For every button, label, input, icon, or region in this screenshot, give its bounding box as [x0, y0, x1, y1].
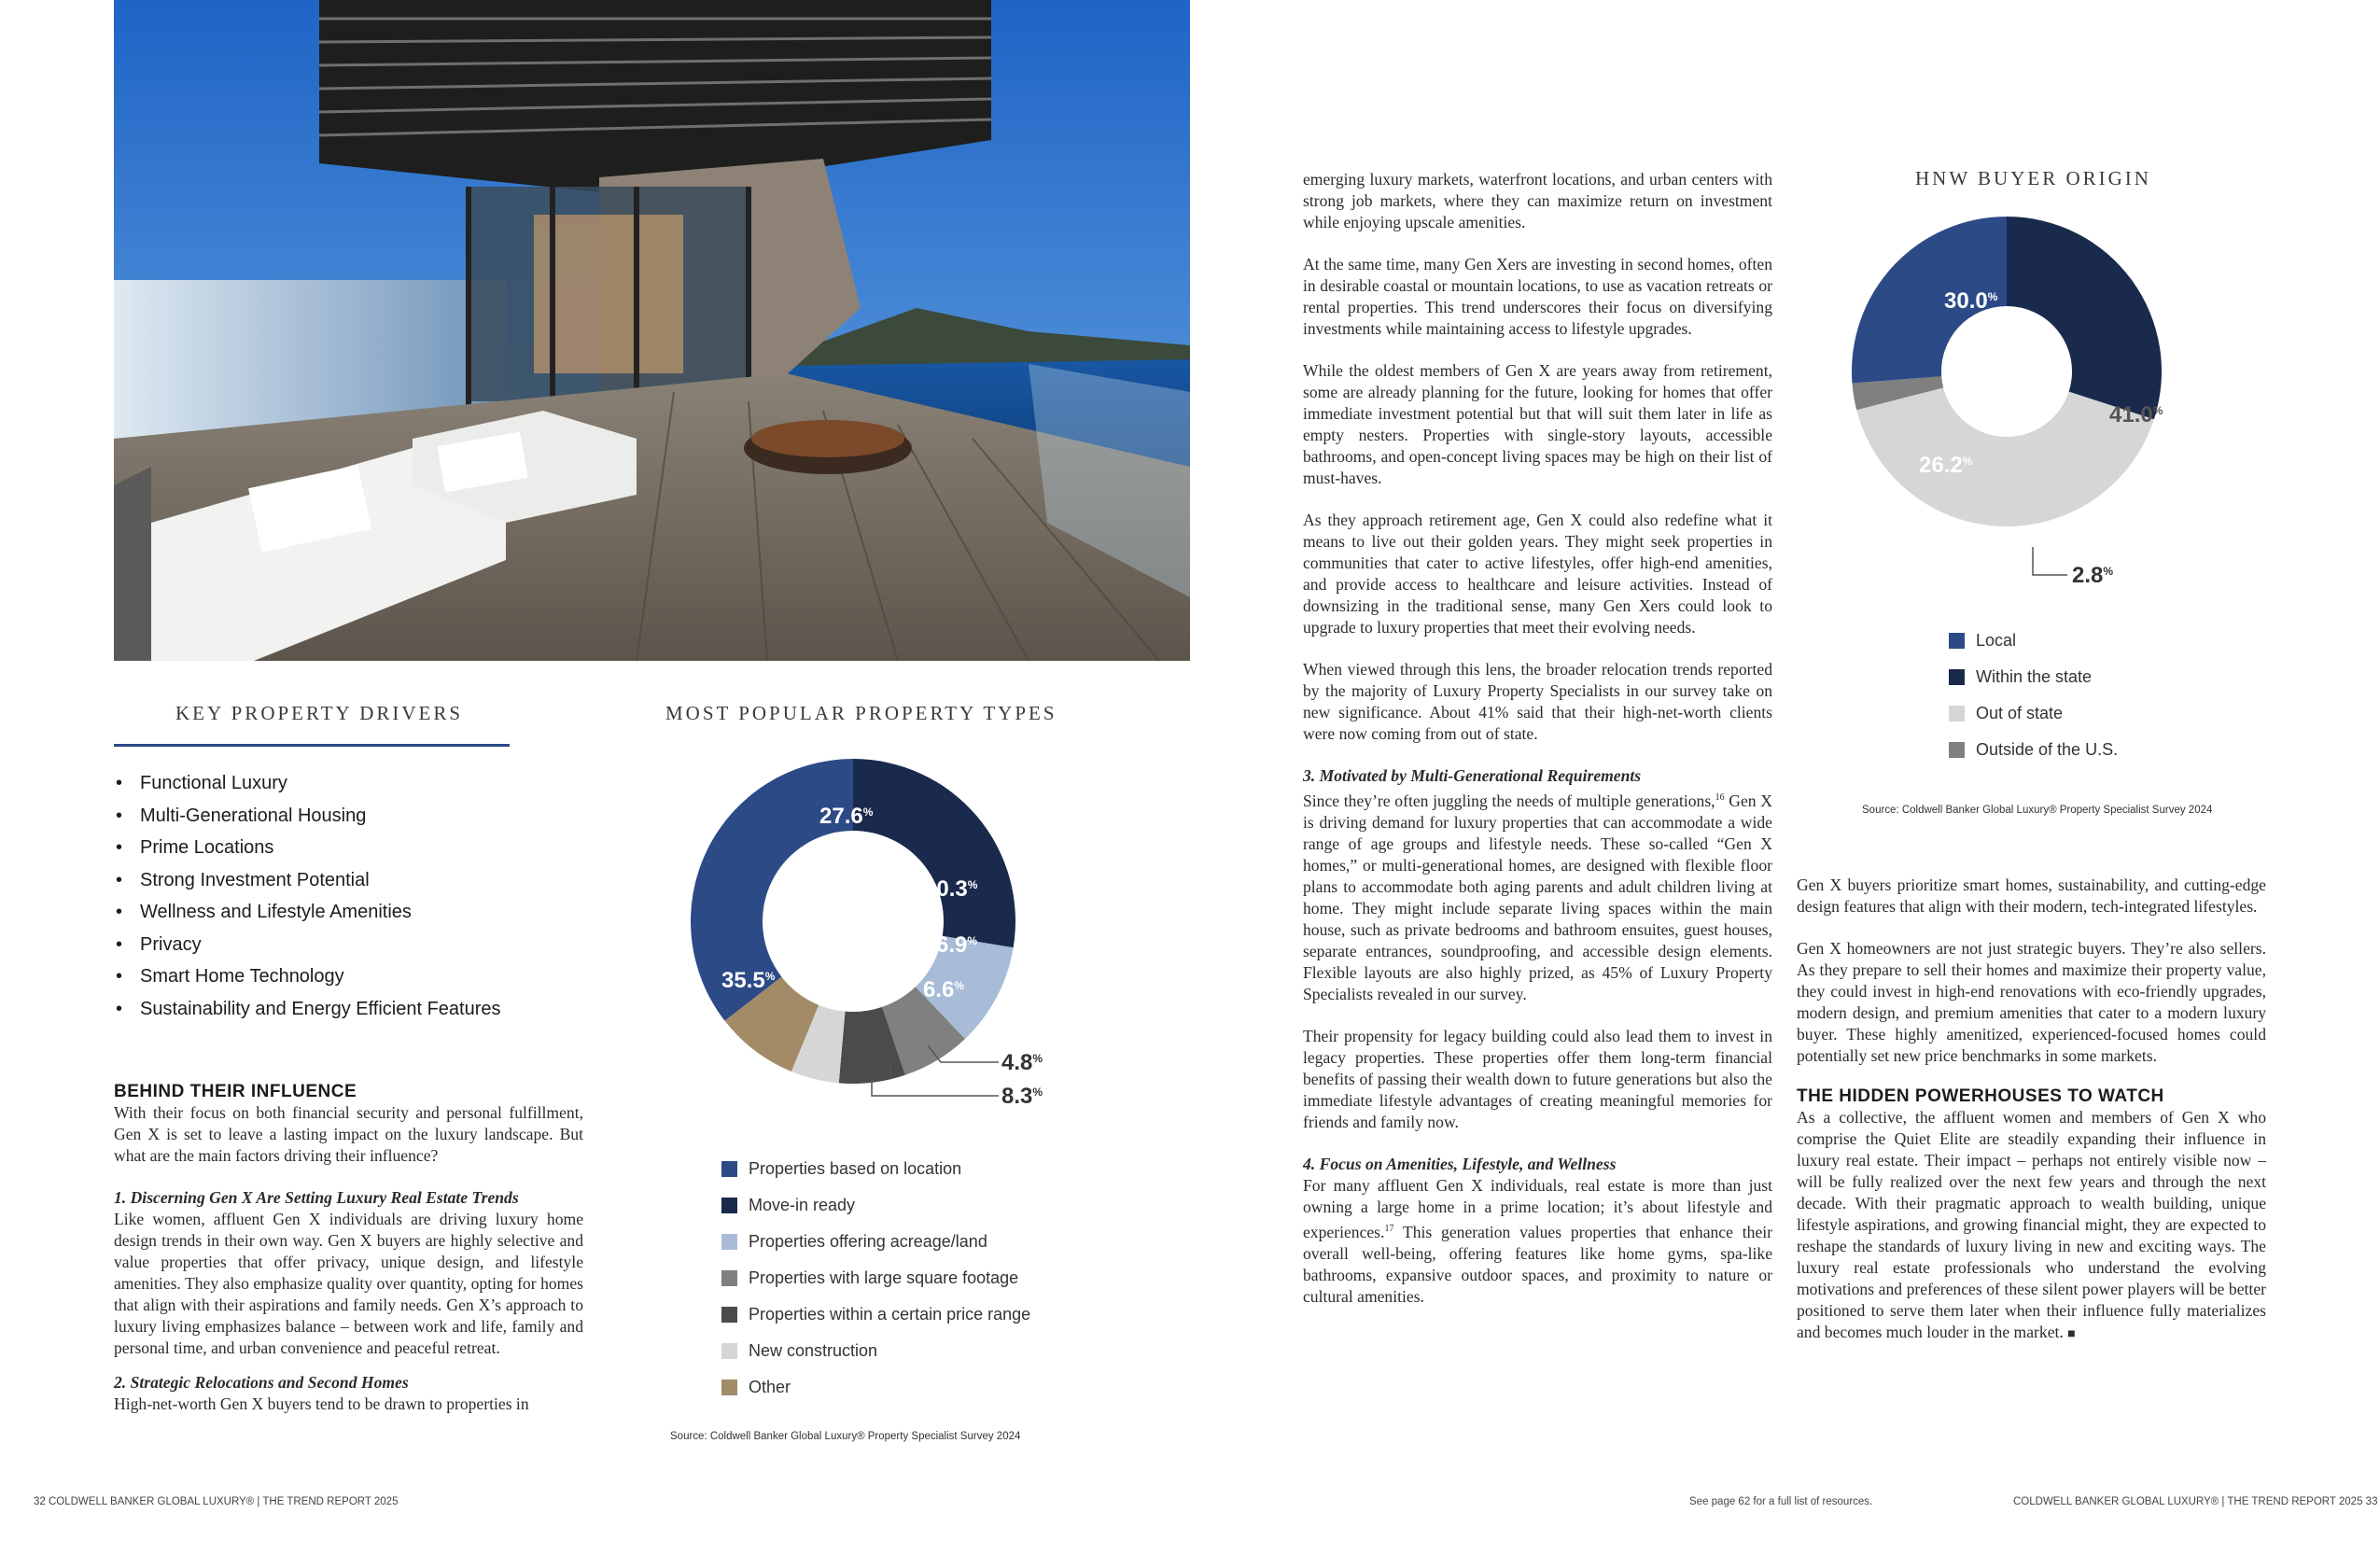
property-types-donut [653, 747, 1083, 1129]
property-types-source: Source: Coldwell Banker Global Luxury® Property Specialist Survey 2024 [670, 1431, 1021, 1442]
slice-value-label: 10.3% [924, 876, 978, 902]
property-types-legend [721, 1151, 1030, 1406]
hero-photo [114, 0, 1190, 661]
key-drivers-title: KEY PROPERTY DRIVERS [175, 702, 464, 724]
influence-body [114, 1102, 583, 1415]
paragraph: When viewed through this lens, the broader relocation trends reported by the majority of Luxury Property Specialists in our survey take on new significance. About 41% said that their high-net-worth clients were now coming from out of state. [1303, 660, 1772, 743]
buyer-origin-donut [1848, 205, 2203, 597]
buyer-origin-legend [1949, 623, 2118, 768]
legend-label: Properties within a certain price range [749, 1305, 1031, 1324]
legend-swatch [721, 1161, 737, 1177]
key-drivers-list [114, 767, 663, 1025]
middle-column [1303, 169, 1772, 1308]
influence-heading: BEHIND THEIR INFLUENCE [114, 1082, 357, 1101]
subsection-title-1: 1. Discerning Gen X Are Setting Luxury Real Estate Trends [114, 1188, 519, 1207]
driver-item: • Wellness and Lifestyle Amenities [140, 896, 663, 929]
legend-label: Within the state [1976, 667, 2093, 686]
legend-item [1949, 623, 2118, 659]
footer-resources-note: See page 62 for a full list of resources. [1689, 1496, 1873, 1507]
influence-section [114, 1082, 583, 1415]
subsection-body-3a: Since they’re often juggling the needs of multiple generations, [1303, 791, 1715, 810]
legend-swatch [721, 1380, 737, 1395]
slice-value-label: 6.9% [936, 932, 978, 958]
paragraph: Gen X homeowners are not just strategic buyers. They’re also sellers. As they prepare to sell their homes and maximize their property value, they could invest in high-end renovations with eco-friendly upgrades, modern design, and premium amenities that cater to a modern luxury buyer. These highly amenitized, experienced-focused homes could potentially set new price benchmarks in some markets. [1797, 939, 2266, 1065]
slice-value-label: 41.0% [2109, 402, 2163, 427]
subsection-body-2: High-net-worth Gen X buyers tend to be drawn to properties in [114, 1394, 529, 1413]
legend-item [721, 1333, 1030, 1369]
leader-line [2033, 547, 2067, 575]
buyer-origin-title: HNW BUYER ORIGIN [1915, 167, 2151, 189]
legend-swatch [1949, 742, 1965, 758]
legend-label: Properties offering acreage/land [749, 1232, 987, 1251]
legend-item [721, 1224, 1030, 1260]
legend-item [1949, 695, 2118, 732]
slice-value-label: 6.6% [923, 977, 965, 1002]
legend-swatch [1949, 669, 1965, 685]
paragraph: emerging luxury markets, waterfront locations, and urban centers with strong job markets, where they can maximize return on investment while enjoying upscale amenities. [1303, 170, 1772, 231]
legend-item [1949, 732, 2118, 768]
slice-value-label: 30.0% [1944, 288, 1998, 314]
slice-value-label: 26.2% [1919, 453, 1973, 478]
subsection-body-3b: Gen X is driving demand for luxury properties that can accommodate a wide range of age groups and lifestyle needs. These so-called “Gen X homes,” or multi-generational homes, are designed with flexible floor plans to accommodate both aging parents and adult children living at home. They might include separate living spaces within the main house, such as private bedrooms and bathroom ensuites, guest houses, separate entrances, soundproofing, and accessible design elements. Flexible layouts are also highly prized, as 45% of Luxury Property Specialists revealed in our survey. [1303, 791, 1772, 1003]
driver-item: • Strong Investment Potential [140, 864, 663, 897]
powerhouses-body: As a collective, the affluent women and members of Gen X who comprise the Quiet Elite are steadily expanding their influence in luxury real estate. Their impact – perhaps not entirely visible now – will be fully realized over the next few years and through the next decade. With their pragmatic approach to wealth building, unique lifestyle aspirations, and growing financial might, they are expected to reshape the standards of luxury living in new and exciting ways. The luxury real estate professionals who understand the evolving motivations and preferences of these silent power players will be better positioned to serve them later when their influence fully materializes and becomes much louder in the market. [1797, 1108, 2266, 1341]
paragraph: While the oldest members of Gen X are years away from retirement, some are already planning for the future, looking for homes that offer immediate investment potential but that will suit them later in life as empty nesters. Properties with single-story layouts, accessible bathrooms, and open-concept living spaces may be high on their list of must-haves. [1303, 361, 1772, 487]
donut-slice [853, 759, 1015, 947]
driver-item: • Sustainability and Energy Efficient Features [140, 993, 663, 1026]
subsection-body-4b: This generation values properties that enhance their overall well-being, offering features like home gyms, spa-like bathrooms, expansive outdoor spaces, and proximity to nature or cultural amenities. [1303, 1222, 1772, 1306]
legend-item [721, 1296, 1030, 1333]
right-column [1797, 875, 2266, 1345]
legend-label: Other [749, 1378, 791, 1396]
legend-label: Local [1976, 631, 2017, 650]
footnote-ref: 17 [1384, 1223, 1394, 1234]
legend-swatch [721, 1234, 737, 1250]
legend-swatch [721, 1198, 737, 1213]
legend-swatch [1949, 633, 1965, 649]
subsection-body-1: Like women, affluent Gen X individuals are driving luxury home design trends in their own way. Gen X buyers are highly selective and value properties that offer privacy, unique design, and lifestyle amenities. They also emphasize quality over quantity, opting for homes that align with their aspirations and family needs. Gen X’s approach to luxury living emphasizes balance – between work and life, family and personal time, and urban convenience and peaceful retreat. [114, 1210, 583, 1357]
slice-value-label: 27.6% [819, 804, 874, 829]
legend-label: New construction [749, 1341, 878, 1360]
driver-item: • Privacy [140, 929, 663, 961]
driver-item: • Smart Home Technology [140, 960, 663, 993]
legend-label: Properties based on location [749, 1159, 962, 1178]
legend-swatch [721, 1343, 737, 1359]
slice-value-label: 35.5% [721, 968, 776, 993]
slice-value-label: 4.8% [1001, 1050, 1043, 1075]
legend-swatch [721, 1307, 737, 1323]
legend-label: Out of state [1976, 704, 2064, 722]
paragraph: As they approach retirement age, Gen X could also redefine what it means to live out their golden years. They might seek properties in communities that cater to active lifestyles, offer high-end amenities, and provide access to healthcare and leisure activities. Instead of downsizing in the traditional sense, many Gen Xers could look to upgrade to luxury properties that meet their evolving needs. [1303, 511, 1772, 637]
driver-item: • Prime Locations [140, 832, 663, 864]
paragraph: At the same time, many Gen Xers are investing in second homes, often in desirable coastal or mountain locations, to use as vacation retreats or rental properties. This trend underscores their focus on diversifying investments while maintaining access to lifestyle upgrades. [1303, 255, 1772, 338]
footer-right: COLDWELL BANKER GLOBAL LUXURY® | THE TREND REPORT 2025 33 [2013, 1496, 2378, 1507]
property-types-title: MOST POPULAR PROPERTY TYPES [665, 702, 1057, 724]
subsection-body-4a: For many affluent Gen X individuals, real estate is more than just owning a large home in a prime location; it’s about lifestyle and experiences. [1303, 1175, 1772, 1241]
legend-item [721, 1369, 1030, 1406]
subsection-title-2: 2. Strategic Relocations and Second Homes [114, 1373, 409, 1392]
driver-item: • Functional Luxury [140, 767, 663, 800]
legend-item [721, 1260, 1030, 1296]
legend-label: Outside of the U.S. [1976, 740, 2119, 759]
legend-label: Properties with large square footage [749, 1268, 1019, 1287]
powerhouses-heading: THE HIDDEN POWERHOUSES TO WATCH [1797, 1086, 2164, 1106]
key-drivers-rule [114, 744, 510, 747]
donut-slice [2007, 217, 2162, 419]
driver-item: • Multi-Generational Housing [140, 800, 663, 833]
subsection-title-3: 3. Motivated by Multi-Generational Requirements [1303, 766, 1642, 785]
legend-item [721, 1187, 1030, 1224]
paragraph: Their propensity for legacy building could also lead them to invest in legacy properties. These properties offer them long-term financial benefits of passing their wealth down to future generations but also the immediate lifestyle advantages of creating meaningful memories for friends and family now. [1303, 1026, 1772, 1131]
legend-label: Move-in ready [749, 1196, 856, 1214]
legend-item [721, 1151, 1030, 1187]
leader-line [872, 1078, 999, 1096]
slice-value-label: 8.3% [1001, 1084, 1043, 1109]
end-mark-icon: ■ [2067, 1327, 2076, 1341]
legend-item [1949, 659, 2118, 695]
paragraph: Gen X buyers prioritize smart homes, sustainability, and cutting-edge design features that align with their modern, tech-integrated lifestyles. [1797, 876, 2266, 916]
legend-swatch [1949, 706, 1965, 721]
slice-value-label: 2.8% [2072, 563, 2114, 588]
legend-swatch [721, 1270, 737, 1286]
subsection-title-4: 4. Focus on Amenities, Lifestyle, and Wellness [1303, 1154, 1617, 1173]
footnote-ref: 16 [1715, 792, 1725, 803]
footer-left: 32 COLDWELL BANKER GLOBAL LUXURY® | THE TREND REPORT 2025 [34, 1496, 399, 1507]
buyer-origin-source: Source: Coldwell Banker Global Luxury® Property Specialist Survey 2024 [1862, 805, 2213, 816]
influence-intro: With their focus on both financial security and personal fulfillment, Gen X is set to leave a lasting impact on the luxury landscape. But what are the main factors driving their influence? [114, 1103, 583, 1165]
